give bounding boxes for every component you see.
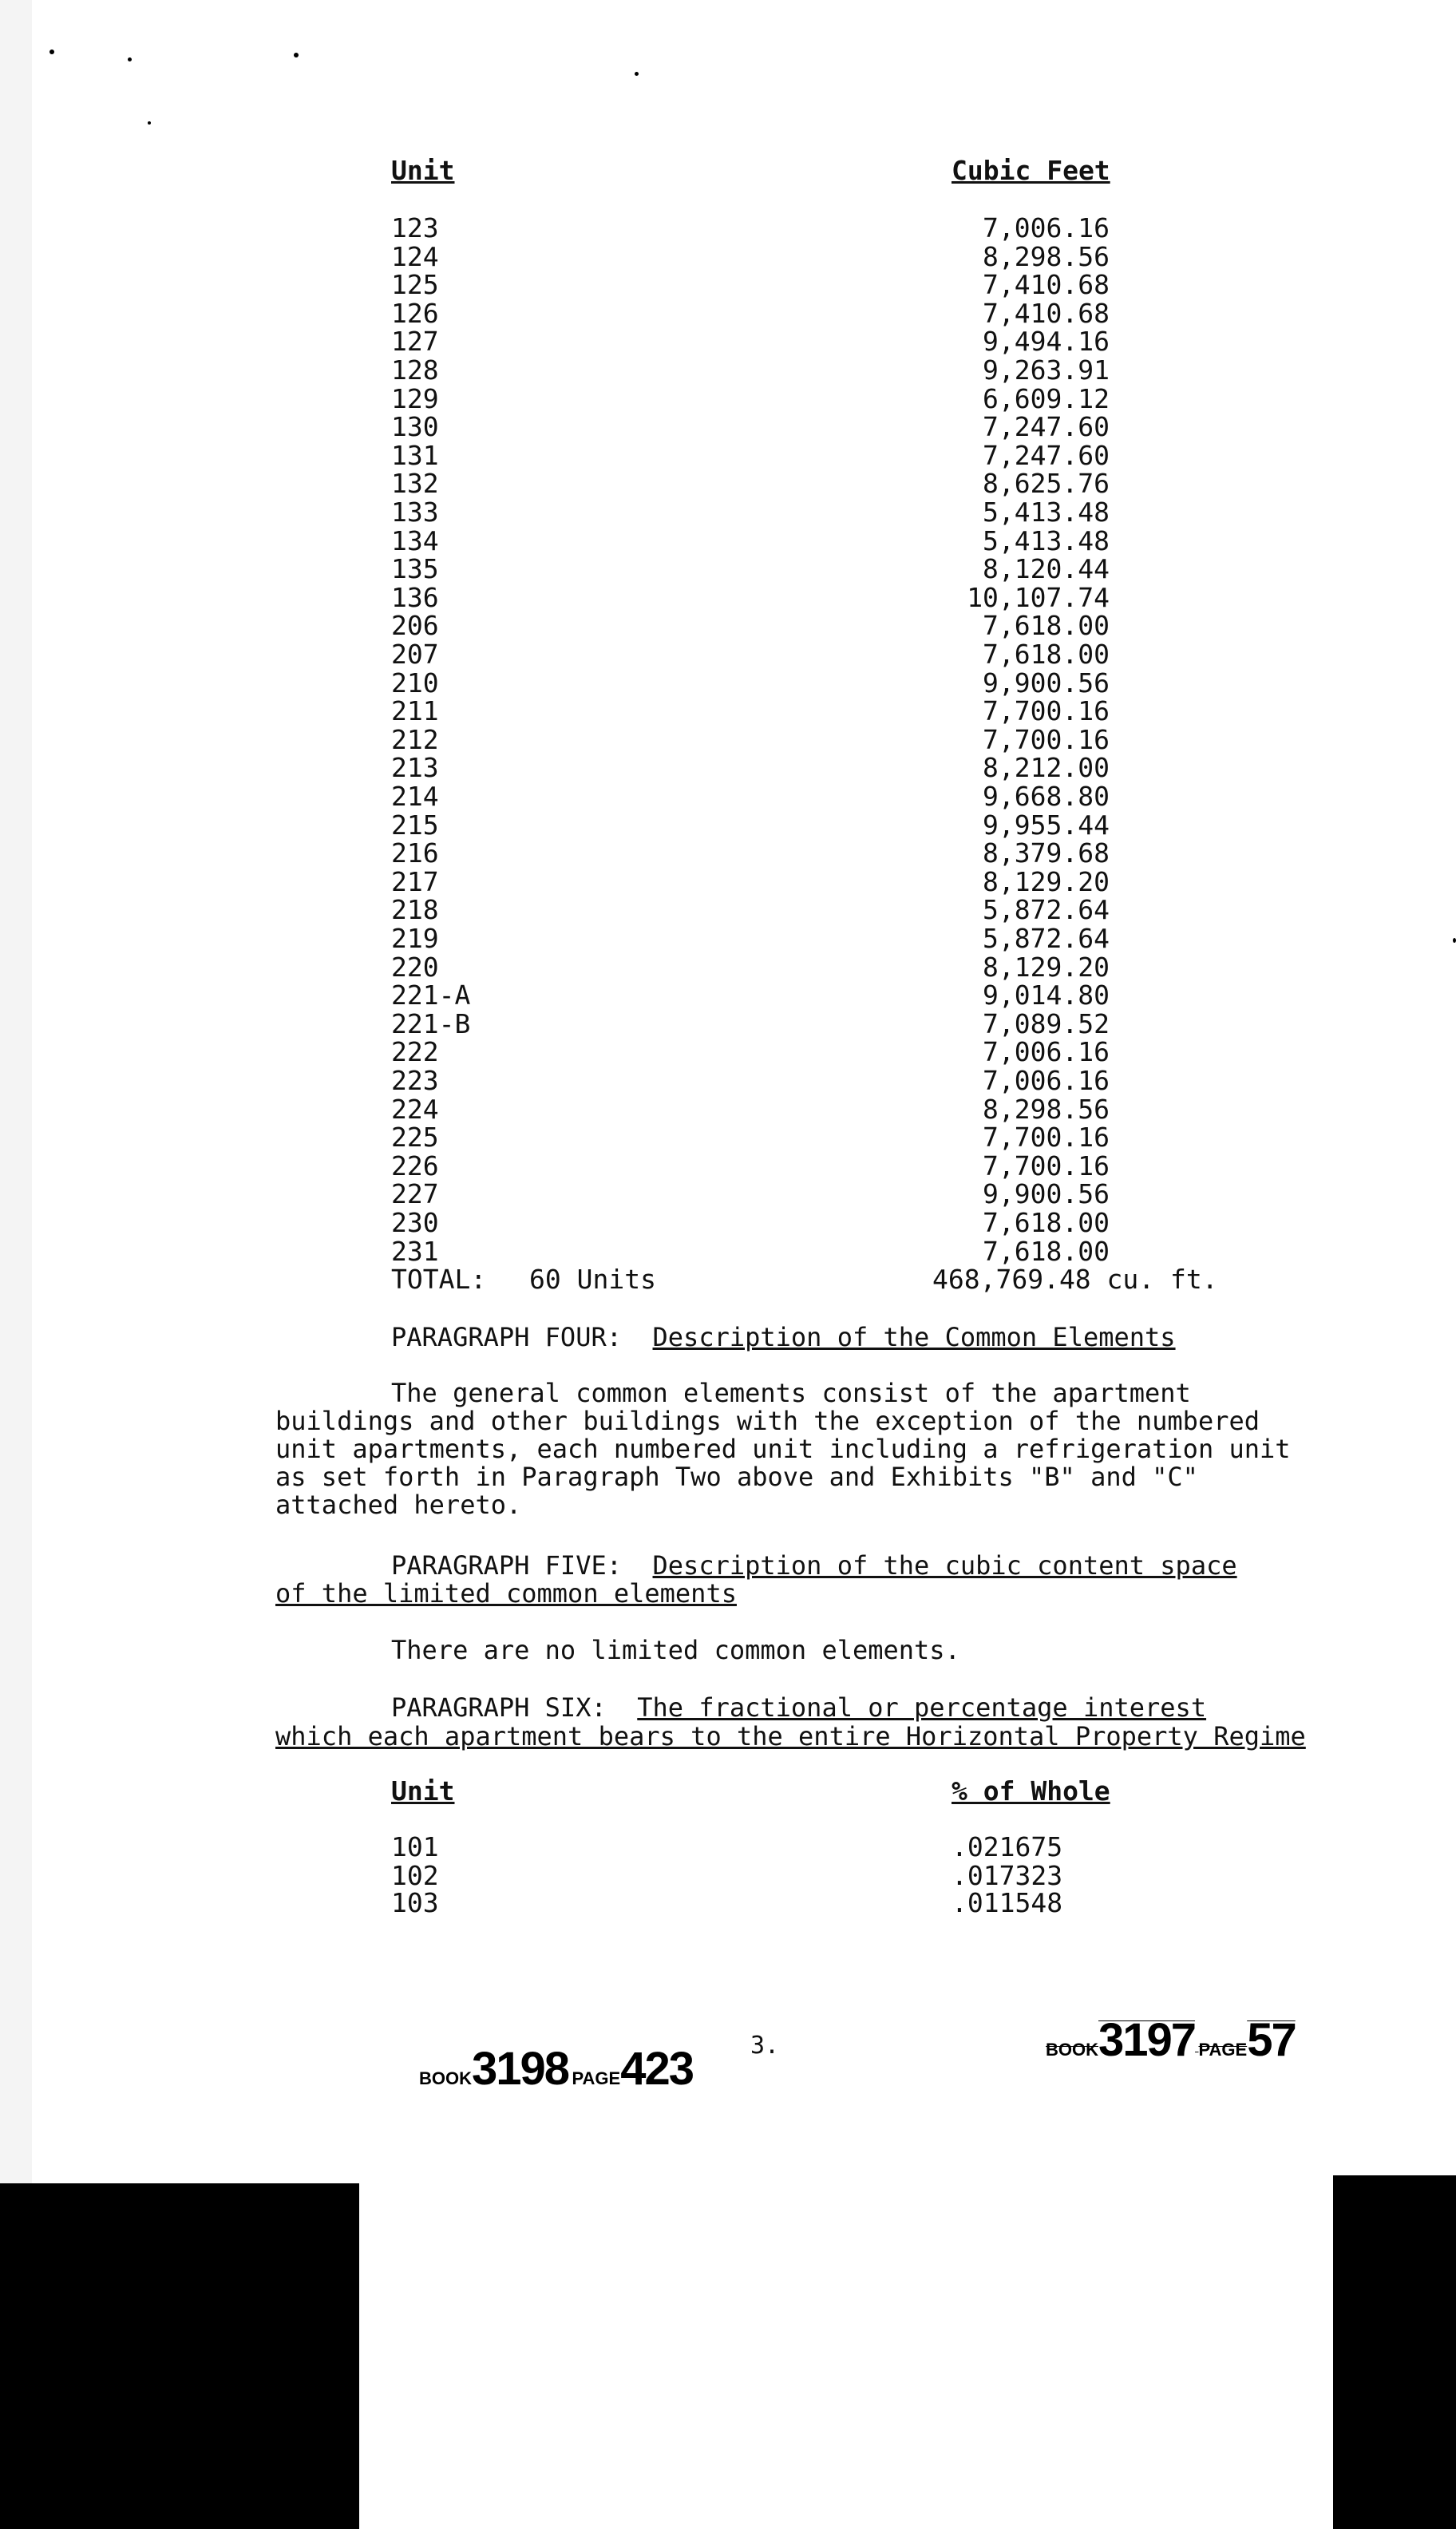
table-row-value: 8,298.56 (983, 1094, 1110, 1125)
table-row-value: 8,120.44 (983, 553, 1110, 584)
stamp-book-number: 3197 (1098, 2014, 1196, 2066)
recording-stamp-crossed-out (1046, 2013, 1296, 2067)
table-row-value: 9,900.56 (983, 667, 1110, 699)
table-row-unit: 230 (391, 1207, 439, 1238)
table-row-value: .011548 (952, 1887, 1063, 1918)
table-row-unit: 227 (391, 1178, 439, 1209)
table-row-unit: 135 (391, 553, 439, 584)
table-row-unit: 215 (391, 809, 439, 841)
table-row-unit: 101 (391, 1831, 439, 1862)
table-row-value: 5,872.64 (983, 894, 1110, 925)
table-row-value: 8,129.20 (983, 866, 1110, 897)
scan-margin (0, 0, 32, 2183)
paragraph-five-label: PARAGRAPH FIVE: (391, 1550, 622, 1581)
table-row-unit: 219 (391, 923, 439, 954)
table-row-unit: 134 (391, 525, 439, 556)
stamp-page-label: PAGE (1198, 2040, 1248, 2060)
table-row-value: .017323 (952, 1860, 1063, 1891)
table-row-unit: 221-A (391, 980, 471, 1011)
table-row-unit: 212 (391, 724, 439, 755)
table-row-value: 5,413.48 (983, 497, 1110, 528)
table-row-unit: 225 (391, 1122, 439, 1153)
table-row-value: 9,494.16 (983, 326, 1110, 357)
paragraph-six-heading-line2 (275, 1721, 1306, 1751)
table-row-unit: 206 (391, 610, 439, 641)
table-row-unit: 231 (391, 1236, 439, 1267)
table-row-value: 9,668.80 (983, 781, 1110, 812)
table-row-value: 10,107.74 (967, 582, 1110, 613)
stamp-book-label: BOOK (419, 2068, 472, 2088)
total-value: 468,769.48 cu. ft. (932, 1264, 1218, 1295)
stamp-page-number: 423 (620, 2043, 693, 2095)
table-row-unit: 102 (391, 1860, 439, 1891)
table-row-unit: 223 (391, 1065, 439, 1096)
column-header-unit: Unit (391, 1775, 455, 1807)
stamp-page-label: PAGE (572, 2068, 621, 2088)
table-row-unit: 214 (391, 781, 439, 812)
table-row-value: 7,410.68 (983, 269, 1110, 300)
paragraph-four-line: as set forth in Paragraph Two above and Exhibits "B" and "C" (275, 1462, 1198, 1492)
table-row-unit: 218 (391, 894, 439, 925)
table-row-unit: 210 (391, 667, 439, 699)
table-row-unit: 133 (391, 497, 439, 528)
paragraph-four-line: The general common elements consist of the apartment (391, 1378, 1191, 1408)
total-units: 60 Units (529, 1264, 656, 1295)
table-row-value: 7,006.16 (983, 1065, 1110, 1096)
paragraph-four-line: attached hereto. (275, 1490, 522, 1520)
table-row-value: 7,618.00 (983, 1207, 1110, 1238)
paragraph-four-heading (391, 1322, 1176, 1352)
total-label: TOTAL: (391, 1264, 487, 1295)
paragraph-four-line: unit apartments, each numbered unit including a refrigeration unit (275, 1434, 1291, 1464)
scan-speck (49, 49, 54, 54)
stamp-book-label: BOOK (1046, 2040, 1098, 2060)
table-row-unit: 125 (391, 269, 439, 300)
table-row-value: 7,006.16 (983, 212, 1110, 243)
table-row-value: 7,700.16 (983, 1150, 1110, 1181)
recording-stamp-current (419, 2042, 693, 2096)
scan-speck (294, 53, 299, 57)
table-row-value: 9,900.56 (983, 1178, 1110, 1209)
table-row-unit: 222 (391, 1036, 439, 1067)
scan-speck (128, 57, 132, 61)
table-row-value: 6,609.12 (983, 383, 1110, 414)
table-row-unit: 128 (391, 354, 439, 386)
table-row-unit: 224 (391, 1094, 439, 1125)
page-number: 3. (750, 2032, 780, 2060)
table-row-value: 8,129.20 (983, 952, 1110, 983)
paragraph-four-label: PARAGRAPH FOUR: (391, 1322, 622, 1352)
paragraph-four-title: Description of the Common Elements (652, 1322, 1176, 1352)
stamp-page-number: 57 (1247, 2014, 1296, 2066)
table-row-value: 7,618.00 (983, 639, 1110, 670)
table-row-value: 7,410.68 (983, 298, 1110, 329)
table-row-value: 7,700.16 (983, 1122, 1110, 1153)
table-row-value: 8,212.00 (983, 752, 1110, 783)
table-row-unit: 136 (391, 582, 439, 613)
paragraph-five-heading (391, 1550, 1237, 1581)
table-row-value: 7,247.60 (983, 411, 1110, 442)
table-row-unit: 213 (391, 752, 439, 783)
table-row-value: 7,089.52 (983, 1008, 1110, 1039)
table-row-unit: 211 (391, 695, 439, 726)
scan-speck (1453, 938, 1456, 943)
table-row-unit: 226 (391, 1150, 439, 1181)
table-row-value: 7,006.16 (983, 1036, 1110, 1067)
table-row-value: 5,872.64 (983, 923, 1110, 954)
paragraph-six-title-line2: which each apartment bears to the entire Horizontal Property Regime (275, 1721, 1306, 1751)
column-header-unit: Unit (391, 155, 455, 186)
table-row-unit: 129 (391, 383, 439, 414)
table-row-unit: 132 (391, 468, 439, 499)
table-row-unit: 127 (391, 326, 439, 357)
table-row-value: 8,379.68 (983, 837, 1110, 869)
paragraph-five-title: Description of the cubic content space (652, 1550, 1237, 1581)
table-row-value: 9,955.44 (983, 809, 1110, 841)
table-row-unit: 126 (391, 298, 439, 329)
paragraph-five-heading-line2 (275, 1578, 737, 1609)
table-row-unit: 124 (391, 241, 439, 272)
table-row-unit: 130 (391, 411, 439, 442)
table-row-unit: 103 (391, 1887, 439, 1918)
table-row-unit: 131 (391, 440, 439, 471)
table-row-value: 9,263.91 (983, 354, 1110, 386)
paragraph-five-title-line2: of the limited common elements (275, 1578, 737, 1609)
paragraph-five-body: There are no limited common elements. (391, 1635, 960, 1665)
column-header-percent: % of Whole (952, 1775, 1110, 1807)
paragraph-six-title: The fractional or percentage interest (637, 1692, 1207, 1723)
table-row-value: 5,413.48 (983, 525, 1110, 556)
table-row-value: .021675 (952, 1831, 1063, 1862)
paragraph-six-heading (391, 1692, 1206, 1723)
paragraph-four-line: buildings and other buildings with the exception of the numbered (275, 1406, 1260, 1436)
table-row-value: 8,298.56 (983, 241, 1110, 272)
table-row-value: 8,625.76 (983, 468, 1110, 499)
table-row-unit: 217 (391, 866, 439, 897)
table-row-value: 9,014.80 (983, 980, 1110, 1011)
table-row-unit: 207 (391, 639, 439, 670)
stamp-book-number: 3198 (472, 2043, 569, 2095)
table-row-unit: 221-B (391, 1008, 471, 1039)
table-row-value: 7,247.60 (983, 440, 1110, 471)
table-row-unit: 123 (391, 212, 439, 243)
table-row-value: 7,700.16 (983, 695, 1110, 726)
paragraph-six-label: PARAGRAPH SIX: (391, 1692, 607, 1723)
table-row-value: 7,618.00 (983, 1236, 1110, 1267)
table-row-unit: 220 (391, 952, 439, 983)
table-row-unit: 216 (391, 837, 439, 869)
scan-speck (635, 72, 639, 76)
scan-border-bottom-right (1333, 2175, 1456, 2529)
table-row-value: 7,700.16 (983, 724, 1110, 755)
table-row-value: 7,618.00 (983, 610, 1110, 641)
column-header-cubic-feet: Cubic Feet (952, 155, 1110, 186)
scan-speck (148, 121, 151, 125)
scan-border-bottom-left (0, 2183, 359, 2529)
